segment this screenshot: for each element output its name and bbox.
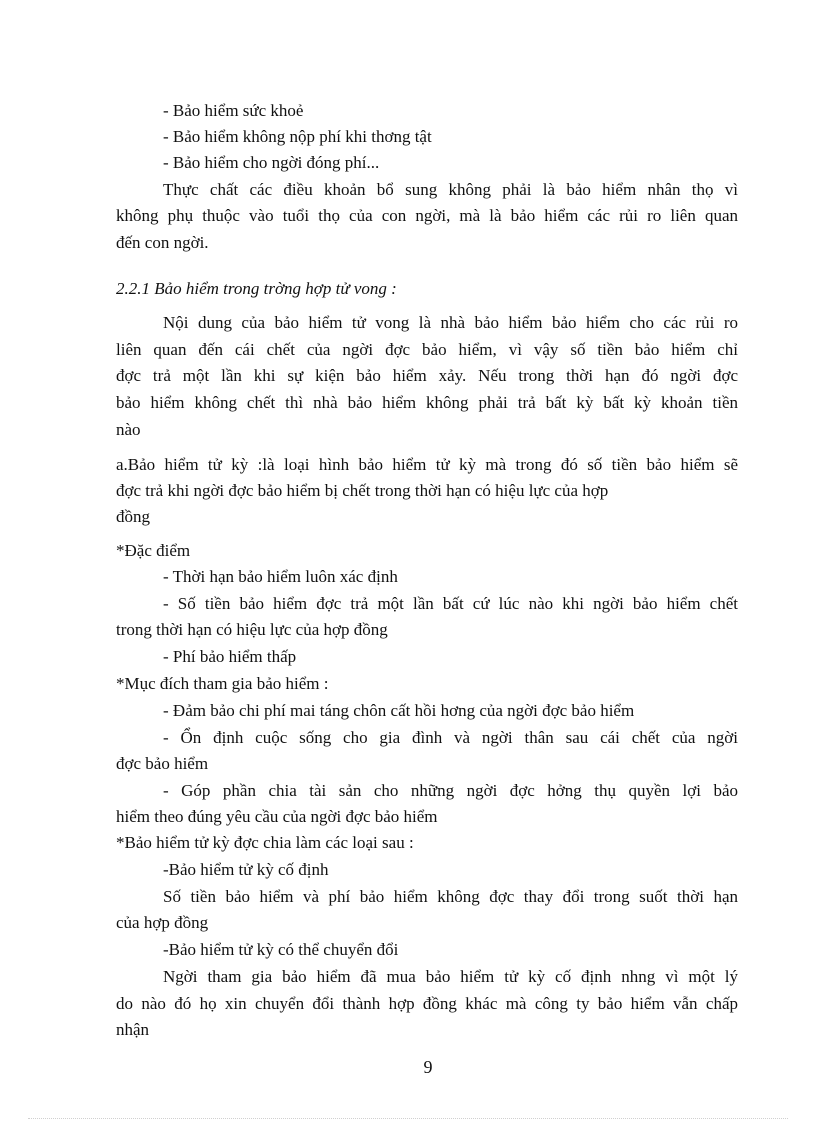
section-heading: 2.2.1 Bảo hiểm trong trờng hợp tử vong : bbox=[116, 279, 397, 298]
paragraph-line: bảo hiểm không chết thì nhà bảo hiểm không phải trả bất kỳ bất kỳ khoản tiền bbox=[116, 393, 738, 412]
paragraph-line: hiểm theo đúng yêu cầu của ngời đợc bảo hiểm bbox=[116, 807, 438, 826]
paragraph-line: Nội dung của bảo hiểm tử vong là nhà bảo hiểm bảo hiểm cho các rủi ro bbox=[163, 313, 738, 332]
paragraph-line: đến con ngời. bbox=[116, 233, 209, 252]
subheading-line: *Bảo hiểm tử kỳ đợc chia làm các loại sau : bbox=[116, 833, 414, 852]
bullet-line: - Phí bảo hiểm thấp bbox=[163, 647, 297, 666]
paragraph-line: a.Bảo hiểm tử kỳ :là loại hình bảo hiểm tử kỳ mà trong đó số tiền bảo hiểm sẽ bbox=[116, 455, 738, 474]
bullet-line: - Số tiền bảo hiểm đợc trả một lần bất cứ lúc nào khi ngời bảo hiểm chết bbox=[163, 594, 738, 613]
subheading-line: *Đặc điểm bbox=[116, 541, 191, 560]
bullet-line: -Bảo hiểm tử kỳ có thể chuyển đổi bbox=[163, 940, 399, 959]
paragraph-line: Số tiền bảo hiểm và phí bảo hiểm không đợc thay đổi trong suốt thời hạn bbox=[163, 887, 738, 906]
paragraph-line: Ngời tham gia bảo hiểm đã mua bảo hiểm tử kỳ cố định nhng vì một lý bbox=[163, 967, 738, 986]
bullet-line: - Góp phần chia tài sản cho những ngời đợc hởng thụ quyền lợi bảo bbox=[163, 781, 738, 800]
paragraph-line: của hợp đồng bbox=[116, 913, 209, 932]
bullet-line: - Ổn định cuộc sống cho gia đình và ngời thân sau cái chết của ngời bbox=[163, 728, 738, 747]
paragraph-line: đợc trả khi ngời đợc bảo hiểm bị chết trong thời hạn có hiệu lực của hợp bbox=[116, 481, 609, 500]
paragraph-line: liên quan đến cái chết của ngời đợc bảo hiểm, vì vậy số tiền bảo hiểm chỉ bbox=[116, 340, 738, 359]
paragraph-line: trong thời hạn có hiệu lực của hợp đồng bbox=[116, 620, 388, 639]
page-number: 9 bbox=[423, 1057, 433, 1077]
paragraph-line: nhận bbox=[116, 1020, 150, 1039]
bullet-line: - Thời hạn bảo hiểm luôn xác định bbox=[163, 567, 398, 586]
paragraph-line: do nào đó họ xin chuyển đổi thành hợp đồng khác mà công ty bảo hiểm vẫn chấp bbox=[116, 994, 738, 1013]
bullet-line: - Bảo hiểm cho ngời đóng phí... bbox=[163, 153, 380, 172]
bullet-line: - Bảo hiểm sức khoẻ bbox=[163, 101, 304, 120]
footer-divider bbox=[28, 1118, 788, 1119]
bullet-line: - Đảm bảo chi phí mai táng chôn cất hồi hơng của ngời đợc bảo hiểm bbox=[163, 701, 635, 720]
paragraph-line: đợc bảo hiểm bbox=[116, 754, 209, 773]
bullet-line: - Bảo hiểm không nộp phí khi thơng tật bbox=[163, 127, 432, 146]
paragraph-line: Thực chất các điều khoản bổ sung không phải là bảo hiểm nhân thọ vì bbox=[163, 180, 738, 199]
subheading-line: *Mục đích tham gia bảo hiểm : bbox=[116, 674, 329, 693]
bullet-line: -Bảo hiểm tử kỳ cố định bbox=[163, 860, 329, 879]
paragraph-line: không phụ thuộc vào tuổi thọ của con ngời, mà là bảo hiểm các rủi ro liên quan bbox=[116, 206, 738, 225]
paragraph-line: đợc trả một lần khi sự kiện bảo hiểm xảy. Nếu trong thời hạn đó ngời đợc bbox=[116, 366, 738, 385]
paragraph-line: nào bbox=[116, 420, 141, 439]
paragraph-line: đồng bbox=[116, 507, 150, 526]
